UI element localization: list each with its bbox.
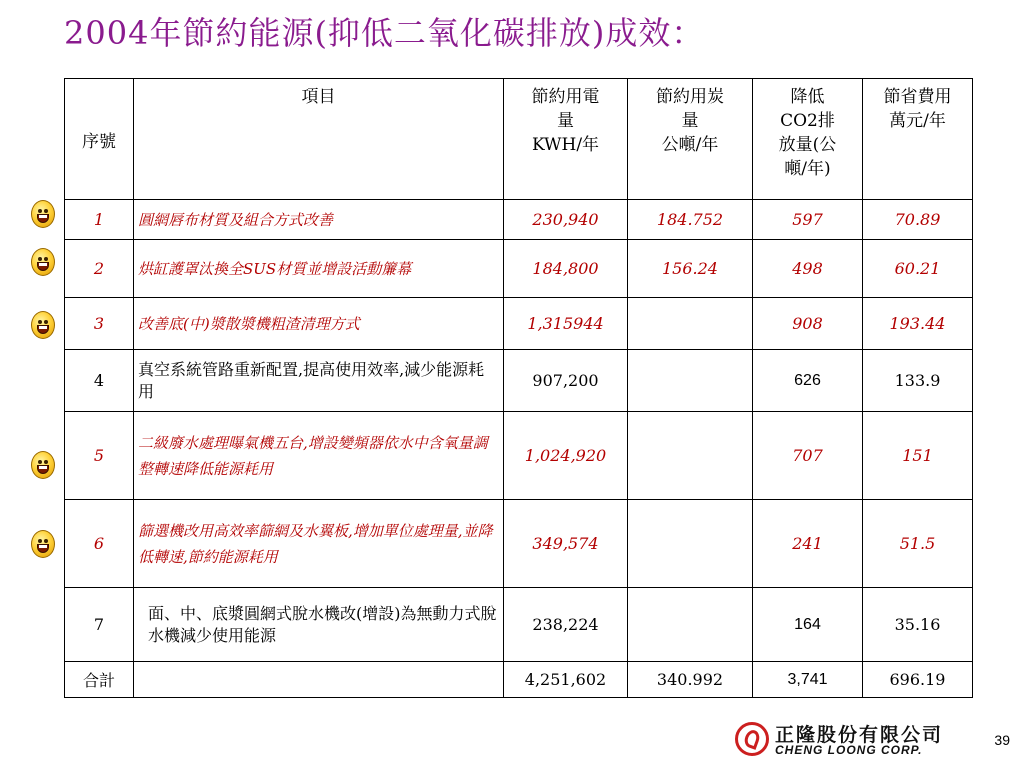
company-name-cn: 正隆股份有限公司 <box>775 724 944 746</box>
cell-seq: 5 <box>65 412 134 500</box>
total-co2: 3,741 <box>753 662 863 698</box>
smiley-icon <box>31 248 55 276</box>
cell-item: 改善底(中)漿散漿機粗渣清理方式 <box>134 298 504 350</box>
cell-item: 圓網唇布材質及組合方式改善 <box>134 200 504 240</box>
page-number: 39 <box>994 732 1010 748</box>
cell-kwh: 349,574 <box>504 500 628 588</box>
cell-cost: 51.5 <box>863 500 973 588</box>
header-co2 <box>753 79 863 200</box>
cell-co2: 597 <box>753 200 863 240</box>
cell-coal: 184.752 <box>628 200 753 240</box>
table-row <box>65 588 973 662</box>
cell-co2: 241 <box>753 500 863 588</box>
header-coal-line1: 節約用炭 <box>656 87 724 107</box>
cell-coal <box>628 500 753 588</box>
smiley-icon <box>31 451 55 479</box>
header-coal <box>628 79 753 200</box>
cell-seq: 4 <box>65 350 134 412</box>
cell-cost: 60.21 <box>863 240 973 298</box>
table-row <box>65 500 973 588</box>
total-item-empty <box>134 662 504 698</box>
cell-cost: 193.44 <box>863 298 973 350</box>
header-co2-line2: CO2排 <box>780 111 835 131</box>
cell-cost: 151 <box>863 412 973 500</box>
header-kwh-line2: 量 <box>557 111 574 131</box>
cell-kwh: 238,224 <box>504 588 628 662</box>
table-row <box>65 200 973 240</box>
header-co2-line4: 噸/年) <box>784 159 831 179</box>
cell-co2: 498 <box>753 240 863 298</box>
table-total-row <box>65 662 973 698</box>
cell-coal: 156.24 <box>628 240 753 298</box>
header-coal-line3: 公噸/年 <box>661 135 719 155</box>
total-label: 合計 <box>65 662 134 698</box>
smiley-icon <box>31 530 55 558</box>
cell-kwh: 184,800 <box>504 240 628 298</box>
savings-table <box>64 78 973 698</box>
table-row <box>65 298 973 350</box>
cell-seq: 6 <box>65 500 134 588</box>
table-row <box>65 240 973 298</box>
total-cost: 696.19 <box>863 662 973 698</box>
cell-coal <box>628 412 753 500</box>
cell-kwh: 1,024,920 <box>504 412 628 500</box>
table-header-row <box>65 79 973 200</box>
cell-kwh: 907,200 <box>504 350 628 412</box>
cell-item: 二級廢水處理曝氣機五台,增設變頻器依水中含氧量調整轉速降低能源耗用 <box>134 412 504 500</box>
cell-kwh: 230,940 <box>504 200 628 240</box>
cell-cost: 70.89 <box>863 200 973 240</box>
cell-cost: 133.9 <box>863 350 973 412</box>
company-name-en: CHENG LOONG CORP. <box>775 743 923 757</box>
cell-seq: 7 <box>65 588 134 662</box>
header-coal-line2: 量 <box>681 111 699 131</box>
smiley-icon <box>31 200 55 228</box>
table-row <box>65 350 973 412</box>
company-logo-mark-icon <box>735 722 769 756</box>
table-row <box>65 412 973 500</box>
header-co2-line1: 降低 <box>790 87 825 107</box>
header-cost-line1: 節省費用 <box>883 87 952 107</box>
page-title: 2004年節約能源(抑低二氧化碳排放)成效： <box>64 14 705 52</box>
cell-cost: 35.16 <box>863 588 973 662</box>
cell-co2: 164 <box>753 588 863 662</box>
header-kwh-line1: 節約用電 <box>531 87 600 107</box>
header-seq: 序號 <box>65 79 134 200</box>
cell-item: 烘缸護罩汰換全SUS材質並增設活動簾幕 <box>134 240 504 298</box>
cell-item: 篩選機改用高效率篩網及水翼板,增加單位處理量,並降低轉速,節約能源耗用 <box>134 500 504 588</box>
cell-coal <box>628 298 753 350</box>
cell-item: 面、中、底漿圓網式脫水機改(增設)為無動力式脫水機減少使用能源 <box>134 588 504 662</box>
cell-coal <box>628 588 753 662</box>
total-kwh: 4,251,602 <box>504 662 628 698</box>
header-co2-line3: 放量(公 <box>778 135 837 155</box>
smiley-icon <box>31 311 55 339</box>
cell-item: 真空系統管路重新配置,提高使用效率,減少能源耗用 <box>134 350 504 412</box>
header-kwh-line3: KWH/年 <box>531 135 600 155</box>
cell-co2: 626 <box>753 350 863 412</box>
header-kwh <box>504 79 628 200</box>
company-logo <box>735 718 965 758</box>
header-item: 項目 <box>134 79 504 200</box>
cell-seq: 2 <box>65 240 134 298</box>
cell-co2: 707 <box>753 412 863 500</box>
header-cost <box>863 79 973 200</box>
header-cost-line2: 萬元/年 <box>889 111 946 131</box>
cell-coal <box>628 350 753 412</box>
cell-co2: 908 <box>753 298 863 350</box>
cell-kwh: 1,315944 <box>504 298 628 350</box>
cell-seq: 3 <box>65 298 134 350</box>
cell-seq: 1 <box>65 200 134 240</box>
total-coal: 340.992 <box>628 662 753 698</box>
